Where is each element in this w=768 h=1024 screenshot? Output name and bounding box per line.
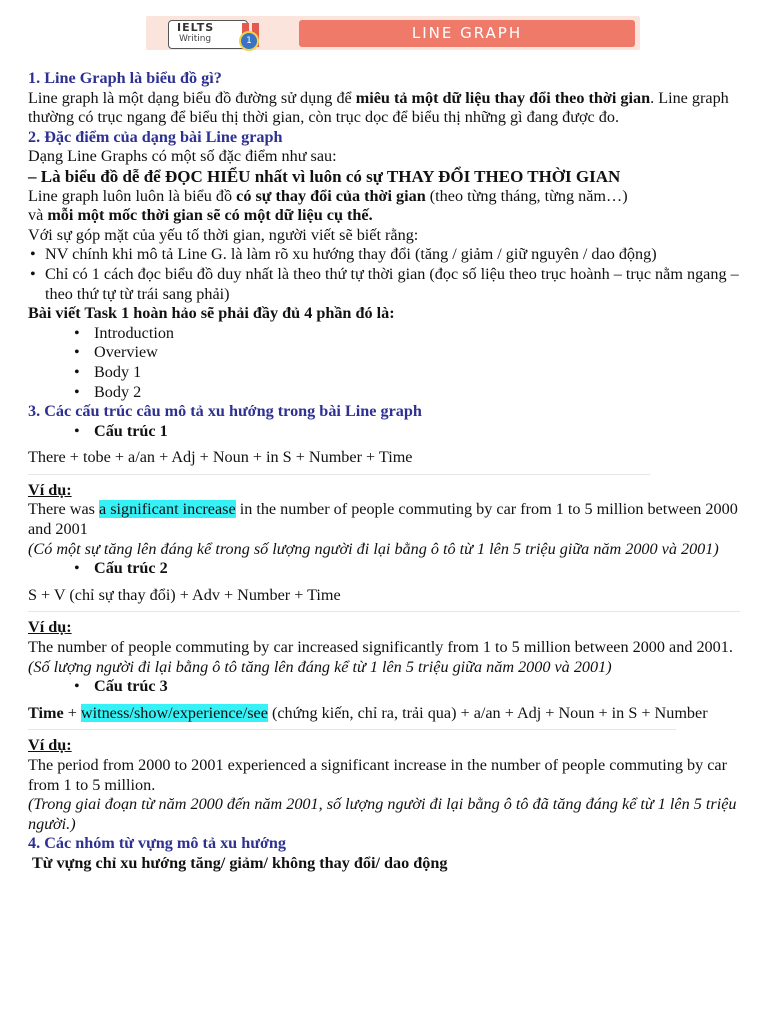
- document-body: [28, 69, 740, 874]
- structure-2-example: The number of people commuting by car increased significantly from 1 to 5 million between 2000 and 2001.: [28, 638, 733, 657]
- italic-text: (Số lượng người đi lại bằng ô tô tăng lên đáng kể từ 1 lên 5 triệu giữa năm 2000 và 2001): [28, 657, 612, 676]
- logo-tag: [168, 20, 248, 49]
- section-2-paragraph: [28, 187, 740, 226]
- text: Line graph là một dạng biểu đồ đường sử dụng để: [28, 88, 356, 107]
- bold-text: Bài viết Task 1 hoàn hảo sẽ phải đầy đủ 4 phần đó là:: [28, 304, 395, 323]
- highlighted-text: witness/show/experience/see: [80, 703, 268, 722]
- text: (theo từng tháng, từng năm…): [425, 186, 628, 205]
- bold-text: Từ vựng chỉ xu hướng tăng/ giảm/ không thay đổi/ dao động: [32, 853, 448, 872]
- section-2-bold-line: [28, 167, 740, 187]
- text: +: [63, 703, 81, 722]
- highlighted-text: a significant increase: [99, 500, 236, 519]
- section-3-heading: 3. Các cấu trúc câu mô tả xu hướng trong bài Line graph: [28, 402, 422, 421]
- example-label: [28, 618, 740, 638]
- italic-text: (Trong giai đoạn từ năm 2000 đến năm 2001, số lượng người đi lại bằng ô tô đã tăng đáng kể từ 1 lên 5 triệu người.): [28, 795, 737, 833]
- list-item: • Overview: [28, 343, 740, 363]
- bold-text: miêu tả một dữ liệu thay đổi theo thời gian: [355, 88, 651, 107]
- section-2-intro: Dạng Line Graphs có một số đặc điểm như sau:: [28, 147, 337, 166]
- structure-3-title: [28, 677, 740, 697]
- bold-text: Cấu trúc 1: [94, 421, 168, 440]
- structure-3-translation: [28, 795, 740, 834]
- logo-line1: IELTS: [177, 21, 215, 34]
- text: và: [28, 206, 48, 225]
- text: in the number of people commuting by car from 1 to 5 million between 2000 and 2001: [28, 500, 738, 539]
- section-2-heading: 2. Đặc điểm của dạng bài Line graph: [28, 127, 283, 146]
- medal-icon: 1: [239, 31, 259, 51]
- task-heading: [28, 304, 740, 324]
- text: Line graph luôn luôn là biểu đồ: [28, 186, 237, 205]
- structure-3-formula: [28, 704, 740, 724]
- structure-1-formula: There + tobe + a/an + Adj + Noun + in S + Number + Time: [28, 448, 413, 467]
- structure-2-formula: S + V (chỉ sự thay đổi) + Adv + Number + Time: [28, 585, 341, 604]
- section-4-heading: 4. Các nhóm từ vựng mô tả xu hướng: [28, 834, 287, 853]
- structure-2-translation: [28, 658, 740, 678]
- bold-text: mỗi một mốc thời gian sẽ có một dữ liệu cụ thế.: [47, 206, 373, 225]
- section-2-p3: Với sự góp mặt của yếu tố thời gian, người viết sẽ biết rằng:: [28, 225, 419, 244]
- bold-text: – Là biểu đồ dễ để ĐỌC HIỂU nhất vì luôn có sự THAY ĐỔI THEO THỜI GIAN: [28, 166, 621, 186]
- divider: [28, 474, 650, 475]
- bold-text: Ví dụ:: [28, 736, 72, 755]
- text: There was: [28, 500, 100, 519]
- list-item: • NV chính khi mô tả Line G. là làm rõ xu hướng thay đổi (tăng / giảm / giữ nguyên / dao động): [28, 245, 740, 265]
- structure-1-title: [28, 422, 740, 442]
- banner-title: LINE GRAPH: [299, 20, 635, 47]
- ielts-writing-logo: [166, 20, 264, 48]
- bold-text: Ví dụ:: [28, 480, 72, 499]
- example-label: [28, 736, 740, 756]
- example-label: [28, 481, 740, 501]
- structure-1-translation: [28, 540, 740, 560]
- section-4-subheading: [28, 854, 740, 874]
- bold-text: Ví dụ:: [28, 618, 72, 637]
- bold-text: Cấu trúc 3: [94, 677, 168, 696]
- header-banner: [146, 16, 640, 50]
- italic-text: (Có một sự tăng lên đáng kể trong số lượng người đi lại bằng ô tô từ 1 lên 5 triệu giữa năm 2000 và 2001): [28, 539, 719, 558]
- structure-3-example: The period from 2000 to 2001 experienced a significant increase in the number of people commuting by car from 1 to 5 million.: [28, 756, 727, 794]
- divider: [28, 611, 740, 612]
- section-1-heading: 1. Line Graph là biểu đồ gì?: [28, 69, 222, 87]
- list-item: • Body 2: [28, 383, 740, 403]
- section-1-paragraph: [28, 89, 740, 128]
- text: (chứng kiến, chỉ ra, trải qua) + a/an + Adj + Noun + in S + Number: [267, 703, 708, 722]
- structure-2-title: [28, 559, 740, 579]
- spacer: [28, 697, 740, 704]
- structure-1-example: [28, 500, 740, 539]
- divider: [28, 729, 676, 730]
- bold-text: có sự thay đổi của thời gian: [236, 186, 426, 205]
- list-item: • Chỉ có 1 cách đọc biểu đồ duy nhất là theo thứ tự thời gian (đọc số liệu theo trục hoành – trục nằm ngang – theo thứ tự từ trái sang phải): [28, 265, 740, 304]
- bold-text: Cấu trúc 2: [94, 559, 168, 578]
- spacer: [28, 441, 740, 448]
- bold-text: Time: [28, 703, 64, 722]
- text: . Line graph thường có trục ngang để biểu thị thời gian, còn trục dọc để biểu thị những gì đang được đo.: [28, 88, 729, 127]
- logo-line2: Writing: [179, 34, 212, 44]
- list-item: • Body 1: [28, 363, 740, 383]
- list-item: • Introduction: [28, 324, 740, 344]
- spacer: [28, 579, 740, 586]
